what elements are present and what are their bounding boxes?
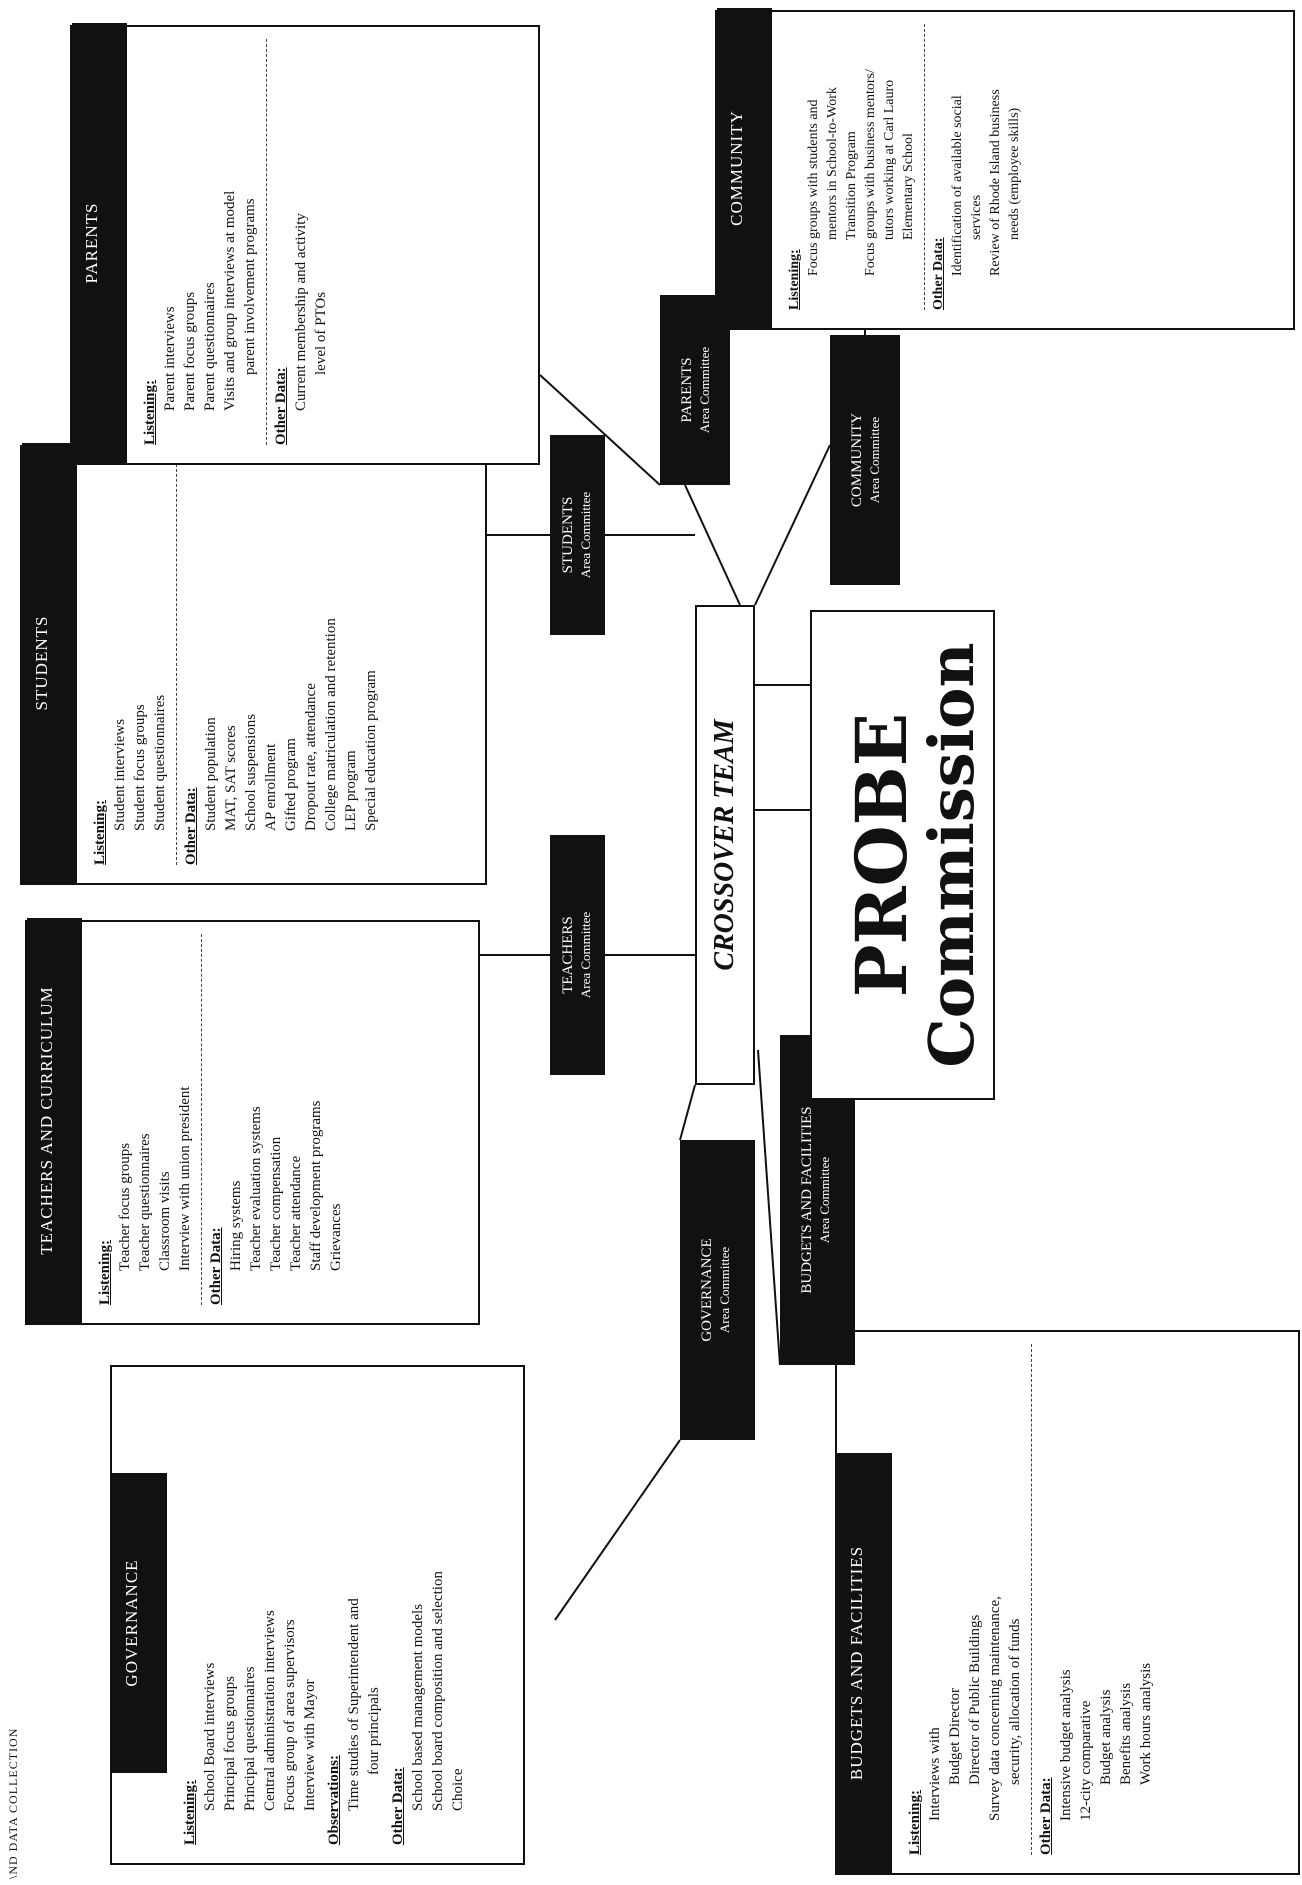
list-item: Teacher attendance <box>288 1155 304 1271</box>
committee-name: TEACHERS <box>560 916 576 994</box>
divider <box>176 459 177 865</box>
parents-box-title: PARENTS <box>72 23 127 463</box>
committee-sub: Area Committee <box>578 491 593 579</box>
teachers-box <box>25 920 480 1325</box>
committee-teachers <box>550 835 605 1075</box>
committee-governance <box>680 1140 755 1440</box>
other-data-heading: Other Data: <box>931 237 946 310</box>
list-item: Student questionnaires <box>152 694 168 831</box>
community-box-title: COMMUNITY <box>717 8 772 328</box>
committee-name: GOVERNANCE <box>699 1238 715 1342</box>
list-item: Benefits analysis <box>1118 1682 1134 1785</box>
list-item: Teacher questionnaires <box>137 1133 153 1271</box>
list-item: Elementary School <box>901 133 916 240</box>
other-data-heading: Other Data: <box>208 1227 224 1305</box>
crossover-team-label: CROSSOVER TEAM <box>709 719 740 971</box>
list-item: security, allocation of funds <box>1007 1618 1023 1785</box>
list-item: Staff development programs <box>308 1100 324 1271</box>
listening-heading: Listening: <box>907 1789 923 1855</box>
list-item: Interview with union president <box>177 1086 193 1271</box>
students-box-title: STUDENTS <box>22 443 77 883</box>
list-item: Parent focus groups <box>182 291 198 411</box>
list-item: Teacher compensation <box>268 1136 284 1271</box>
link-community-crossover <box>755 445 830 605</box>
list-item: Interview with Mayor <box>302 1679 318 1811</box>
list-item: Transition Program <box>844 131 859 240</box>
listening-heading: Listening: <box>97 1239 113 1305</box>
list-item: four principals <box>366 1687 382 1775</box>
listening-heading: Listening: <box>92 799 108 865</box>
list-item: Gifted program <box>283 738 299 831</box>
probe-title: PROBE <box>840 712 923 998</box>
list-item: MAT, SAT scores <box>223 725 239 831</box>
list-item: Focus groups with students and <box>806 99 821 276</box>
list-item: AP enrollment <box>263 743 279 831</box>
list-item: College matriculation and retention <box>323 618 339 831</box>
probe-commission-box <box>810 610 995 1100</box>
committee-sub: Area Committee <box>717 1246 732 1334</box>
committee-name: PARENTS <box>679 357 695 423</box>
list-item: Student focus groups <box>132 704 148 831</box>
other-data-heading: Other Data: <box>390 1767 406 1845</box>
list-item: Central administration interviews <box>262 1610 278 1811</box>
divider <box>201 934 202 1305</box>
list-item: tutors working at Carl Lauro <box>882 79 897 240</box>
list-item: School suspensions <box>243 713 259 831</box>
list-item: Director of Public Buildings <box>967 1614 983 1785</box>
link-governance-crossover <box>680 1085 695 1140</box>
divider <box>266 39 267 445</box>
list-item: Student population <box>203 717 219 831</box>
other-data-heading: Other Data: <box>1038 1777 1054 1855</box>
list-item: Budget Director <box>947 1687 963 1785</box>
list-item: Choice <box>450 1768 466 1811</box>
list-item: Hiring systems <box>228 1180 244 1271</box>
committee-name: STUDENTS <box>560 496 576 574</box>
list-item: Focus groups with business mentors/ <box>863 69 878 276</box>
corner-label: \ND DATA COLLECTION <box>6 1727 20 1879</box>
list-item: Principal questionnaires <box>242 1666 258 1811</box>
list-item: Grievances <box>328 1203 344 1271</box>
committee-sub: Area Committee <box>578 911 593 999</box>
governance-box-title: GOVERNANCE <box>112 1473 167 1773</box>
community-box <box>715 10 1295 330</box>
list-item: Teacher focus groups <box>117 1142 133 1271</box>
list-item: School based management models <box>410 1603 426 1811</box>
list-item: Classroom visits <box>157 1171 173 1271</box>
teachers-box-title: TEACHERS AND CURRICULUM <box>27 918 82 1323</box>
list-item: Survey data concerning maintenance, <box>987 1596 1003 1821</box>
budgets-box <box>835 1330 1300 1875</box>
list-item: parent involvement programs <box>242 198 258 375</box>
list-item: Time studies of Superintendent and <box>346 1598 362 1811</box>
list-item: Parent questionnaires <box>202 282 218 411</box>
other-data-heading: Other Data: <box>183 787 199 865</box>
budgets-box-title: BUDGETS AND FACILITIES <box>837 1453 892 1873</box>
list-item: Interviews with <box>927 1727 943 1821</box>
crossover-team-box <box>695 605 755 1085</box>
list-item: Teacher evaluation systems <box>248 1106 264 1271</box>
list-item: Current membership and activity <box>293 213 309 411</box>
list-item: LEP program <box>343 750 359 831</box>
list-item: mentors in School-to-Work <box>825 87 840 240</box>
list-item: services <box>969 194 984 240</box>
list-item: Special education program <box>363 670 379 831</box>
commission-title: Commission <box>915 642 988 1068</box>
observations-heading: Observations: <box>326 1755 342 1845</box>
link-parents-crossover <box>685 485 740 605</box>
list-item: level of PTOs <box>313 291 329 375</box>
link-budgets-crossover <box>758 1050 780 1365</box>
listening-heading: Listening: <box>182 1779 198 1845</box>
list-item: Focus group of area supervisors <box>282 1619 298 1811</box>
list-item: Principal focus groups <box>222 1676 238 1811</box>
list-item: School board composition and selection <box>430 1571 446 1811</box>
committee-sub: Area Committee <box>817 1156 832 1244</box>
listening-heading: Listening: <box>142 379 158 445</box>
other-data-heading: Other Data: <box>273 367 289 445</box>
governance-box <box>110 1365 525 1865</box>
committee-name: BUDGETS AND FACILITIES <box>799 1106 815 1294</box>
divider <box>924 24 925 310</box>
divider <box>1031 1344 1032 1855</box>
committee-name: COMMUNITY <box>849 412 865 508</box>
committee-students <box>550 435 605 635</box>
list-item: Review of Rhode Island business <box>988 89 1003 276</box>
committee-sub: Area Committee <box>867 416 882 504</box>
list-item: Intensive budget analysis <box>1058 1669 1074 1821</box>
committee-parents <box>660 295 730 485</box>
list-item: Dropout rate, attendance <box>303 683 319 831</box>
list-item: Visits and group interviews at model <box>222 190 238 411</box>
list-item: needs (employee skills) <box>1007 107 1022 240</box>
list-item: Parent interviews <box>162 306 178 411</box>
students-box <box>20 445 487 885</box>
list-item: Student interviews <box>112 718 128 831</box>
list-item: School Board interviews <box>202 1662 218 1811</box>
committee-community <box>830 335 900 585</box>
list-item: Work hours analysis <box>1138 1662 1154 1785</box>
list-item: Identification of available social <box>950 95 965 276</box>
listening-heading: Listening: <box>787 249 802 310</box>
committee-sub: Area Committee <box>697 346 712 434</box>
list-item: 12-city comparative <box>1078 1700 1094 1821</box>
list-item: Budget analysis <box>1098 1689 1114 1785</box>
link-governance-box <box>555 1440 680 1620</box>
parents-box <box>70 25 540 465</box>
